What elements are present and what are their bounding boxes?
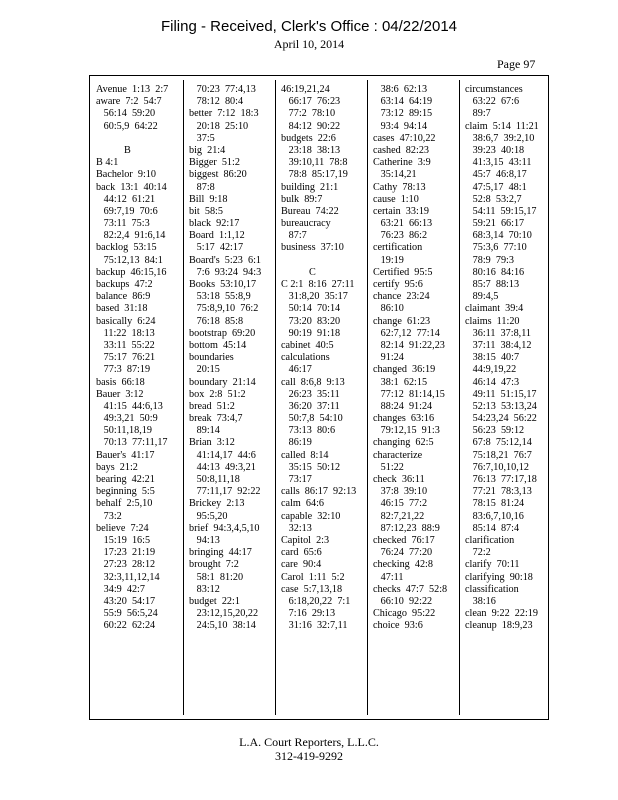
index-entry: Carol 1:11 5:2 (281, 571, 345, 583)
index-entry: based 31:18 (96, 303, 148, 315)
reporter-company: L.A. Court Reporters, L.L.C. (239, 735, 379, 749)
index-entry: 38:6 62:13 (373, 84, 428, 95)
index-entry: 87:7 (281, 230, 307, 242)
index-entry: 50:7,8 54:10 (281, 413, 343, 425)
index-entry: Catherine 3:9 (373, 157, 431, 169)
index-entry: Certified 95:5 (373, 266, 433, 278)
index-entry: 34:9 42:7 (96, 583, 145, 595)
index-entry: 94:13 (189, 534, 220, 546)
index-entry: changed 36:19 (373, 364, 436, 376)
index-entry: 23:18 38:13 (281, 144, 341, 156)
index-entry: 24:5,10 38:14 (189, 620, 256, 632)
index-entry: 86:10 (373, 303, 404, 315)
index-entry: bottom 45:14 (189, 339, 247, 351)
index-entry: 82:14 91:22,23 (373, 339, 445, 351)
index-entry: cleanup 18:9,23 (465, 620, 533, 632)
index-entry: 77:11,17 92:22 (189, 486, 261, 498)
column-divider (459, 80, 460, 715)
index-entry: 85:7 88:13 (465, 279, 520, 290)
index-entry: 82:2,4 91:6,14 (96, 230, 166, 242)
index-entry: 60:22 62:24 (96, 620, 156, 632)
index-entry: bulk 89:7 (281, 193, 323, 205)
index-entry (281, 255, 356, 267)
index-entry: C 2:1 8:16 27:11 (281, 279, 355, 290)
page-number: Page 97 (497, 57, 536, 71)
index-entry: 49:3,21 50:9 (96, 413, 158, 425)
index-entry: 7:16 29:13 (281, 608, 336, 620)
index-entry: backups 47:2 (96, 279, 153, 290)
column-divider (183, 80, 184, 715)
index-entry: behalf 2:5,10 (96, 498, 153, 510)
index-entry: Bauer 3:12 (96, 388, 144, 400)
index-entry: bringing 44:17 (189, 547, 252, 559)
index-entry: 52:13 53:13,24 (465, 400, 537, 412)
index-entry: 95:5,20 (189, 510, 228, 522)
index-entry: 36:20 37:11 (281, 400, 340, 412)
index-entry: 82:7,21,22 (373, 510, 425, 522)
index-entry: B (96, 144, 131, 156)
index-entry: bit 58:5 (189, 205, 223, 217)
index-entry: changing 62:5 (373, 437, 434, 449)
index-entry: biggest 86:20 (189, 169, 247, 181)
index-entry: brief 94:3,4,5,10 (189, 522, 260, 534)
index-entry: Bigger 51:2 (189, 157, 240, 169)
index-entry: calculations (281, 352, 330, 364)
index-entry: Bachelor 9:10 (96, 169, 156, 181)
index-entry: 73:17 (281, 474, 312, 485)
index-entry: 32:3,11,12,14 (96, 571, 160, 583)
index-entry: believe 7:24 (96, 522, 149, 534)
index-entry: back 13:1 40:14 (96, 181, 167, 193)
index-entry: 38:15 40:7 (465, 352, 520, 364)
index-entry: 43:20 54:17 (96, 595, 156, 607)
index-entry: 50:14 70:14 (281, 303, 341, 315)
index-entry: 79:12,15 91:3 (373, 425, 440, 437)
index-entry: 53:18 55:8,9 (189, 291, 251, 303)
index-entry: 49:11 51:15,17 (465, 388, 537, 400)
index-entry: basis 66:18 (96, 376, 145, 388)
index-entry: 46:17 (281, 364, 312, 376)
filing-header: Filing - Received, Clerk's Office : 04/22/2014 (160, 18, 458, 35)
index-entry: 32:13 (281, 522, 312, 534)
index-entry: box 2:8 51:2 (189, 388, 246, 400)
index-entry: 60:5,9 64:22 (96, 120, 158, 132)
index-entry: 77:3 87:19 (96, 364, 151, 376)
index-column-4 (373, 84, 447, 632)
index-entry: 39:23 40:18 (465, 144, 525, 156)
index-entry: 51:22 (373, 461, 404, 473)
index-entry: 47:11 (373, 571, 404, 583)
index-entry: 87:8 (189, 181, 215, 193)
index-entry: 75:18,21 76:7 (465, 449, 532, 461)
index-entry: 73:2 (96, 510, 122, 522)
index-entry: big 21:4 (189, 144, 226, 156)
index-entry: clean 9:22 22:19 (465, 608, 538, 620)
index-entry: 37:8 39:10 (373, 486, 428, 498)
index-entry: checked 76:17 (373, 534, 435, 546)
index-entry: 73:12 89:15 (373, 108, 433, 120)
index-entry: 66:17 76:23 (281, 96, 341, 108)
index-entry: 56:14 59:20 (96, 108, 156, 120)
index-entry: boundaries (189, 352, 234, 364)
index-entry: changes 63:16 (373, 413, 435, 425)
index-entry: 78:8 85:17,19 (281, 169, 348, 181)
index-entry: check 36:11 (373, 474, 425, 485)
hearing-date: April 10, 2014 (273, 37, 345, 51)
index-entry: claim 5:14 11:21 (465, 120, 539, 132)
index-entry: change 61:23 (373, 315, 431, 327)
index-entry: 37:11 38:4,12 (465, 339, 532, 351)
index-entry: budget 22:1 (189, 595, 240, 607)
index-entry: card 65:6 (281, 547, 322, 559)
index-entry: 90:19 91:18 (281, 327, 341, 339)
index-entry: clarifying 90:18 (465, 571, 533, 583)
index-entry: 83:6,7,10,16 (465, 510, 524, 522)
index-entry: 75:12,13 84:1 (96, 254, 163, 266)
reporter-phone: 312-419-9292 (275, 749, 343, 763)
index-entry: 76:18 85:8 (189, 315, 244, 327)
index-entry: cases 47:10,22 (373, 132, 436, 144)
index-entry: clarification (465, 534, 515, 546)
index-entry: cabinet 40:5 (281, 339, 334, 351)
index-entry: beginning 5:5 (96, 486, 155, 498)
index-entry: call 8:6,8 9:13 (281, 376, 345, 388)
index-entry: cashed 82:23 (373, 144, 430, 156)
index-entry: bureaucracy (281, 218, 331, 230)
index-entry: Board's 5:23 6:1 (189, 254, 262, 266)
index-entry: 73:13 80:6 (281, 425, 336, 437)
index-column-2 (189, 84, 261, 632)
index-entry: 76:23 86:2 (373, 230, 428, 242)
index-entry: bearing 42:21 (96, 474, 155, 485)
index-entry: 7:6 93:24 94:3 (189, 266, 262, 278)
index-entry: characterize (373, 449, 423, 461)
index-entry: 35:15 50:12 (281, 461, 341, 473)
index-entry: Board 1:1,12 (189, 230, 245, 242)
index-entry: checking 42:8 (373, 559, 433, 571)
index-entry: 75:8,9,10 76:2 (189, 303, 259, 315)
index-entry: 89:4,5 (465, 291, 499, 303)
index-entry: 17:23 21:19 (96, 547, 156, 559)
index-entry: 6:18,20,22 7:1 (281, 595, 351, 607)
index-entry: bread 51:2 (189, 400, 235, 412)
index-entry: choice 93:6 (373, 620, 423, 632)
index-entry: balance 86:9 (96, 291, 151, 303)
index-entry: backlog 53:15 (96, 242, 157, 254)
index-entry: 68:3,14 70:10 (465, 230, 532, 242)
index-entry: black 92:17 (189, 218, 240, 230)
index-entry: 70:13 77:11,17 (96, 437, 168, 449)
index-entry: 77:21 78:3,13 (465, 486, 532, 498)
index-column-5 (465, 84, 539, 632)
index-entry: 31:8,20 35:17 (281, 291, 348, 303)
index-entry: 75:17 76:21 (96, 352, 156, 364)
index-entry: 56:23 59:12 (465, 425, 525, 437)
index-entry: 39:10,11 78:8 (281, 157, 348, 169)
index-entry: 84:12 90:22 (281, 120, 341, 132)
index-entry: budgets 22:6 (281, 132, 336, 144)
index-entry: business 37:10 (281, 242, 344, 254)
index-entry: Chicago 95:22 (373, 608, 436, 620)
index-entry: 77:12 81:14,15 (373, 388, 445, 400)
index-entry: 70:23 77:4,13 (189, 84, 256, 95)
index-entry: Bureau 74:22 (281, 205, 339, 217)
index-entry: 37:5 (189, 132, 215, 144)
index-entry: 72:2 (465, 547, 491, 559)
index-entry: 54:23,24 56:22 (465, 413, 537, 425)
index-entry: B 4:1 (96, 157, 119, 169)
index-entry: 26:23 35:11 (281, 388, 340, 400)
word-index-box (89, 75, 549, 720)
index-entry: bays 21:2 (96, 461, 138, 473)
index-entry: 54:11 59:15,17 (465, 205, 537, 217)
index-entry: brought 7:2 (189, 559, 239, 571)
index-entry: called 8:14 (281, 449, 329, 461)
index-entry: 89:7 (465, 108, 491, 120)
index-entry: 93:4 94:14 (373, 120, 428, 132)
index-entry: 38:1 62:15 (373, 376, 428, 388)
index-entry: break 73:4,7 (189, 413, 243, 425)
index-entry: 80:16 84:16 (465, 266, 525, 278)
index-entry: calls 86:17 92:13 (281, 486, 357, 498)
index-entry: 38:16 (465, 595, 496, 607)
index-entry (96, 133, 168, 145)
index-entry: C (281, 266, 316, 278)
index-entry: 23:12,15,20,22 (189, 608, 259, 620)
index-entry: certain 33:19 (373, 205, 430, 217)
index-entry: 77:2 78:10 (281, 108, 336, 120)
index-entry: 44:13 49:3,21 (189, 461, 256, 473)
index-entry: 78:9 79:3 (465, 254, 514, 266)
index-entry: 67:8 75:12,14 (465, 437, 532, 449)
index-entry: 62:7,12 77:14 (373, 327, 440, 339)
index-entry: claims 11:20 (465, 315, 520, 327)
index-entry: 31:16 32:7,11 (281, 620, 348, 632)
index-entry: Avenue 1:13 2:7 (96, 84, 169, 95)
index-entry: 76:13 77:17,18 (465, 474, 537, 485)
index-entry: boundary 21:14 (189, 376, 256, 388)
index-entry: 47:5,17 48:1 (465, 181, 527, 193)
index-entry: 46:15 77:2 (373, 498, 428, 510)
index-entry: Bill 9:18 (189, 193, 228, 205)
index-entry: 11:22 18:13 (96, 327, 155, 339)
index-entry: certification (373, 242, 423, 254)
index-entry: 41:15 44:6,13 (96, 400, 163, 412)
index-entry: Brian 3:12 (189, 437, 235, 449)
index-entry: 19:19 (373, 254, 404, 266)
index-entry: 55:9 56:5,24 (96, 608, 158, 620)
index-entry: 86:19 (281, 437, 312, 449)
index-entry: Cathy 78:13 (373, 181, 426, 193)
index-entry: 89:14 (189, 425, 220, 437)
index-entry: 41:14,17 44:6 (189, 449, 256, 461)
index-column-1 (96, 84, 168, 632)
index-entry: case 5:7,13,18 (281, 583, 343, 595)
index-entry: 15:19 16:5 (96, 534, 151, 546)
index-entry: 63:14 64:19 (373, 96, 433, 108)
index-entry: 76:24 77:20 (373, 547, 433, 559)
index-entry: 73:11 75:3 (96, 218, 150, 230)
index-entry: 83:12 (189, 583, 220, 595)
index-entry: 44:9,19,22 (465, 364, 517, 376)
index-entry: aware 7:2 54:7 (96, 96, 162, 108)
index-entry: 91:24 (373, 352, 404, 364)
index-entry: 85:14 87:4 (465, 522, 520, 534)
index-entry: cause 1:10 (373, 193, 419, 205)
index-entry: Books 53:10,17 (189, 279, 257, 290)
index-entry: 87:12,23 88:9 (373, 522, 440, 534)
index-entry: 66:10 92:22 (373, 595, 433, 607)
index-entry: calm 64:6 (281, 498, 325, 510)
index-entry: 46:19,21,24 (281, 84, 330, 95)
index-entry: 52:8 53:2,7 (465, 193, 522, 205)
index-entry: circumstances (465, 84, 523, 95)
index-entry: backup 46:15,16 (96, 266, 167, 278)
index-entry: 36:11 37:8,11 (465, 327, 532, 339)
index-entry: 58:1 81:20 (189, 571, 244, 583)
index-entry: 75:3,6 77:10 (465, 242, 527, 254)
index-entry: bootstrap 69:20 (189, 327, 256, 339)
index-column-3 (281, 84, 356, 632)
index-entry: classification (465, 583, 519, 595)
index-entry: 5:17 42:17 (189, 242, 244, 254)
index-entry: 35:14,21 (373, 169, 417, 181)
column-divider (275, 80, 276, 715)
column-divider (367, 80, 368, 715)
index-entry: chance 23:24 (373, 291, 430, 303)
index-entry: 88:24 91:24 (373, 400, 433, 412)
index-entry: 73:20 83:20 (281, 315, 341, 327)
index-entry: 69:7,19 70:6 (96, 205, 158, 217)
index-entry: 46:14 47:3 (465, 376, 520, 388)
index-entry: capable 32:10 (281, 510, 341, 522)
index-entry: care 90:4 (281, 559, 322, 571)
index-entry: 50:11,18,19 (96, 425, 152, 437)
index-entry: 27:23 28:12 (96, 559, 156, 571)
index-entry: 63:21 66:13 (373, 218, 433, 230)
index-entry: 33:11 55:22 (96, 339, 155, 351)
index-entry: basically 6:24 (96, 315, 156, 327)
index-entry: building 21:1 (281, 181, 339, 193)
index-entry: 41:3,15 43:11 (465, 157, 532, 169)
index-entry: claimant 39:4 (465, 303, 524, 315)
index-entry: better 7:12 18:3 (189, 108, 259, 120)
index-entry: 78:12 80:4 (189, 96, 244, 108)
index-entry: 78:15 81:24 (465, 498, 525, 510)
index-entry: 59:21 66:17 (465, 218, 525, 230)
index-entry: Bauer's 41:17 (96, 449, 155, 461)
index-entry: 50:8,11,18 (189, 474, 240, 485)
index-entry: 63:22 67:6 (465, 96, 520, 108)
index-entry: 38:6,7 39:2,10 (465, 132, 535, 144)
index-entry: 44:12 61:21 (96, 193, 156, 205)
index-entry: 20:18 25:10 (189, 120, 249, 132)
index-entry: 20:15 (189, 364, 220, 376)
index-entry: certify 95:6 (373, 279, 423, 290)
index-entry: 76:7,10,10,12 (465, 461, 529, 473)
index-entry: clarify 70:11 (465, 559, 520, 571)
index-entry: Capitol 2:3 (281, 534, 330, 546)
index-entry: 45:7 46:8,17 (465, 169, 527, 181)
index-entry: checks 47:7 52:8 (373, 583, 448, 595)
index-entry: Brickey 2:13 (189, 498, 245, 510)
